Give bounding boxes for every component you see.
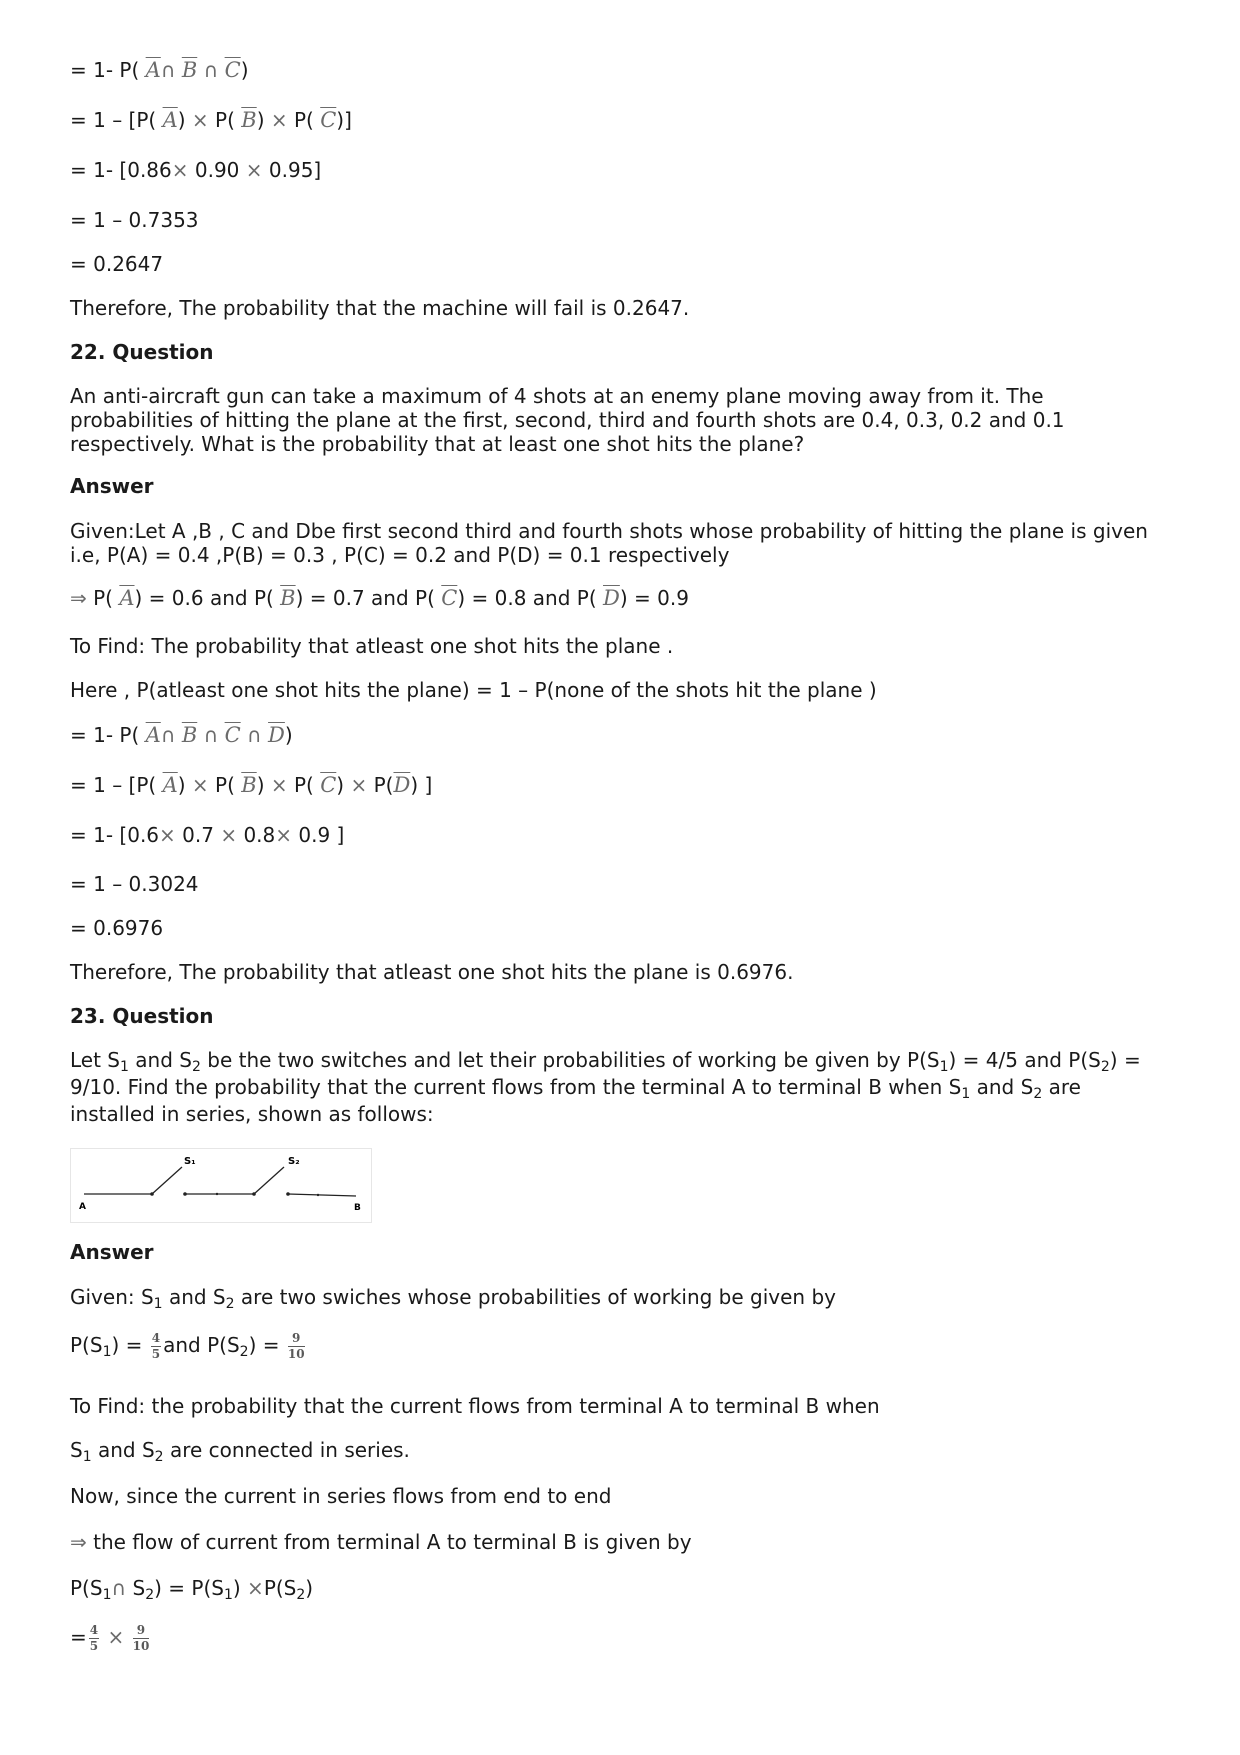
switch-s1-label: S₁ bbox=[184, 1156, 196, 1167]
series-circuit-diagram bbox=[70, 1148, 372, 1223]
q23-answer-label: Answer bbox=[70, 1240, 154, 1264]
q22-heading: 22. Question bbox=[70, 340, 214, 364]
q22-answer-label: Answer bbox=[70, 474, 154, 498]
switch-s2-label: S₂ bbox=[288, 1156, 300, 1167]
q22-step-5: = 0.6976 bbox=[70, 916, 164, 940]
terminal-b-label: B bbox=[354, 1203, 361, 1213]
fraction-9-10: $\frac{9}{10}$ bbox=[132, 1623, 150, 1653]
switch-s1-pivot bbox=[150, 1192, 154, 1196]
q22-complements: ⇒ P( $\overline{A}) = 0.6$ and P( $\overline{B}) = 0.7$ and P( $\overline{C}) = 0.8$ and P( $\overline{D}) = 0.9$ bbox=[70, 586, 689, 610]
switch-s1-arm bbox=[152, 1167, 182, 1194]
q23-product: = $\frac{4}{5}$ × $\frac{9}{10}$ bbox=[70, 1623, 150, 1653]
q23-given: Given: $S_1$ and $S_2$ are two swiches whose probabilities of working be given by bbox=[70, 1285, 836, 1312]
switch-s2-arm bbox=[254, 1167, 284, 1194]
q22-step-3: = 1- [0.6× 0.7 × 0.8× 0.9 ] bbox=[70, 823, 345, 847]
q23-flow: ⇒ the flow of current from terminal A to terminal B is given by bbox=[70, 1530, 692, 1554]
q21-step-2: = 1 – [P( $\overline{A}) \times P$( $\overline{B}) \times P$( $\overline{C}$)] bbox=[70, 108, 352, 132]
times-icon: × bbox=[191, 108, 209, 132]
q23-probabilities: $P(S_1)$ = $\frac{4}{5}$ and $P(S_2)$ = $\frac{9}{10}$ bbox=[70, 1331, 305, 1361]
q23-now: Now, since the current in series flows from end to end bbox=[70, 1484, 612, 1508]
fraction-4-5: $\frac{4}{5}$ bbox=[89, 1623, 99, 1653]
switch-s2-pivot bbox=[252, 1192, 256, 1196]
q23-question-line-1: Let $S_1$ and $S_2$ be the two switches and let their probabilities of working be given by $P(S_1) = 4/5$ and $P(S_2)$ = bbox=[70, 1048, 1141, 1075]
wire-b-node bbox=[317, 1194, 319, 1196]
terminal-a-label: A bbox=[79, 1202, 86, 1212]
q22-conclusion: Therefore, The probability that atleast one shot hits the plane is 0.6976. bbox=[70, 960, 794, 984]
fraction-4-5: $\frac{4}{5}$ bbox=[151, 1331, 161, 1361]
q21-step-5: = 0.2647 bbox=[70, 252, 164, 276]
q22-to-find: To Find: The probability that atleast one shot hits the plane . bbox=[70, 634, 674, 658]
implies-icon: ⇒ bbox=[70, 1530, 87, 1554]
q23-to-find: To Find: the probability that the current flows from terminal A to terminal B when bbox=[70, 1394, 880, 1418]
q21-step-3: = 1- [0.86× 0.90 × 0.95] bbox=[70, 158, 322, 182]
q23-question-line-2: 9/10. Find the probability that the current flows from the terminal A to terminal B when $S_1$ and $S_2$ are bbox=[70, 1075, 1081, 1102]
implies-icon: ⇒ bbox=[70, 586, 87, 610]
wire-middle-node bbox=[216, 1193, 218, 1195]
q23-question-line-3: installed in series, shown as follows: bbox=[70, 1102, 434, 1126]
q22-question-text: An anti-aircraft gun can take a maximum of 4 shots at an enemy plane moving away from it. The probabilities of hitting the plane at the first, second, third and fourth shots are 0.4, 0.3, 0.2 and 0.1 respectively. What is the probability that at least one shot hits the plane? bbox=[70, 384, 1065, 456]
diagram-border bbox=[71, 1149, 372, 1223]
q22-step-1: = 1- P( $\overline{A}\cap$ $\overline{B}$ ∩ $\overline{C}$ ∩ $\overline{D}$) bbox=[70, 723, 293, 747]
b-bar: $\overline{B}$ bbox=[181, 58, 198, 82]
wire-b bbox=[288, 1194, 356, 1196]
q21-conclusion: Therefore, The probability that the machine will fail is 0.2647. bbox=[70, 296, 690, 320]
q21-step-1: = 1- P( $\overline{A}\cap$ $\overline{B}$ ∩ $\overline{C}$) bbox=[70, 58, 249, 82]
q22-given: Given:Let A ,B , C and Dbe first second third and fourth shots whose probability of hitting the plane is given i.e, P(A) = 0.4 ,P(B) = 0.3 , P(C) = 0.2 and P(D) = 0.1 respectively bbox=[70, 519, 1148, 567]
switch-s2-contact bbox=[286, 1192, 290, 1196]
q22-step-4: = 1 – 0.3024 bbox=[70, 872, 199, 896]
q22-here: Here , P(atleast one shot hits the plane) = 1 – P(none of the shots hit the plane ) bbox=[70, 678, 877, 702]
q21-step-4: = 1 – 0.7353 bbox=[70, 208, 199, 232]
q23-equation: $P(S_1\cap$ $S_2) = P(S_1) \times P(S_2)$ bbox=[70, 1576, 314, 1603]
fraction-9-10: $\frac{9}{10}$ bbox=[287, 1331, 305, 1361]
a-bar: $\overline{A}$ bbox=[145, 58, 161, 82]
c-bar: $\overline{C}$ bbox=[224, 58, 241, 82]
q23-connected: $S_1$ and $S_2$ are connected in series. bbox=[70, 1438, 410, 1465]
switch-s1-contact bbox=[183, 1192, 187, 1196]
q22-step-2: = 1 – [P( $\overline{A}) \times P$( $\overline{B}) \times P$( $\overline{C}) \times P(\overline{D})$ ] bbox=[70, 773, 433, 797]
q23-heading: 23. Question bbox=[70, 1004, 214, 1028]
